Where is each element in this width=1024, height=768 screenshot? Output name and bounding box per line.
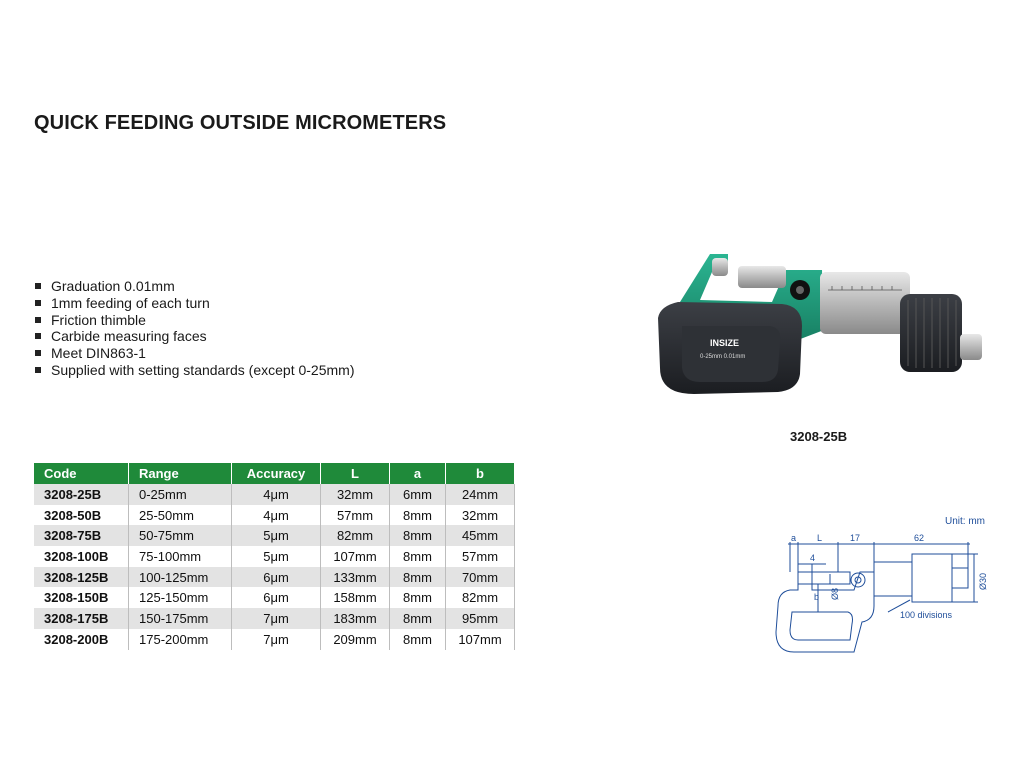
cell-l: 32mm [321, 484, 390, 505]
cell-a: 8mm [390, 505, 446, 526]
cell-accuracy: 4μm [232, 505, 321, 526]
cell-code: 3208-50B [34, 505, 129, 526]
dim-a: a [791, 533, 797, 543]
header-a: a [390, 463, 446, 484]
cell-b: 70mm [446, 567, 515, 588]
cell-accuracy: 6μm [232, 587, 321, 608]
feature-item: Graduation 0.01mm [34, 278, 354, 295]
cell-code: 3208-200B [34, 629, 129, 650]
cell-b: 107mm [446, 629, 515, 650]
cell-accuracy: 7μm [232, 629, 321, 650]
cell-b: 24mm [446, 484, 515, 505]
feature-list [34, 278, 354, 379]
dim-4: 4 [810, 553, 816, 563]
cell-range: 175-200mm [129, 629, 232, 650]
dim-8: Ø8 [830, 587, 840, 600]
cell-l: 82mm [321, 525, 390, 546]
table-row [34, 505, 515, 526]
feature-item: 1mm feeding of each turn [34, 295, 354, 312]
cell-a: 8mm [390, 608, 446, 629]
spec-table [34, 463, 515, 650]
cell-l: 158mm [321, 587, 390, 608]
dimension-diagram [770, 528, 1000, 658]
frame-text: 0-25mm 0.01mm [700, 354, 746, 360]
cell-accuracy: 4μm [232, 484, 321, 505]
header-l: L [321, 463, 390, 484]
cell-accuracy: 7μm [232, 608, 321, 629]
feature-item: Meet DIN863-1 [34, 345, 354, 362]
cell-code: 3208-100B [34, 546, 129, 567]
cell-accuracy: 5μm [232, 525, 321, 546]
unit-label: Unit: mm [945, 516, 985, 527]
cell-code: 3208-150B [34, 587, 129, 608]
feature-item: Carbide measuring faces [34, 328, 354, 345]
cell-b: 32mm [446, 505, 515, 526]
brand-logo: INSIZE [710, 338, 740, 348]
dim-17: 17 [850, 533, 861, 543]
table-row [34, 484, 515, 505]
page-title: QUICK FEEDING OUTSIDE MICROMETERS [34, 112, 447, 134]
table-row [34, 546, 515, 567]
cell-accuracy: 5μm [232, 546, 321, 567]
cell-range: 125-150mm [129, 587, 232, 608]
cell-l: 183mm [321, 608, 390, 629]
table-row [34, 587, 515, 608]
cell-a: 6mm [390, 484, 446, 505]
cell-code: 3208-75B [34, 525, 129, 546]
header-code: Code [34, 463, 129, 484]
cell-range: 75-100mm [129, 546, 232, 567]
cell-l: 209mm [321, 629, 390, 650]
photo-caption: 3208-25B [790, 429, 848, 444]
header-range: Range [129, 463, 232, 484]
dim-b: b [814, 592, 820, 602]
dim-l: L [817, 533, 823, 543]
table-row [34, 525, 515, 546]
cell-a: 8mm [390, 546, 446, 567]
cell-range: 150-175mm [129, 608, 232, 629]
cell-code: 3208-125B [34, 567, 129, 588]
cell-code: 3208-175B [34, 608, 129, 629]
cell-range: 50-75mm [129, 525, 232, 546]
cell-b: 45mm [446, 525, 515, 546]
cell-code: 3208-25B [34, 484, 129, 505]
header-accuracy: Accuracy [232, 463, 321, 484]
cell-l: 57mm [321, 505, 390, 526]
dim-30: Ø30 [978, 572, 988, 590]
table-row [34, 608, 515, 629]
table-header-row [34, 463, 515, 484]
cell-a: 8mm [390, 587, 446, 608]
cell-accuracy: 6μm [232, 567, 321, 588]
cell-b: 57mm [446, 546, 515, 567]
feature-item: Supplied with setting standards (except 0-25mm) [34, 362, 354, 379]
header-b: b [446, 463, 515, 484]
cell-l: 107mm [321, 546, 390, 567]
cell-b: 82mm [446, 587, 515, 608]
micrometer-photo [652, 250, 992, 400]
table-row [34, 629, 515, 650]
cell-a: 8mm [390, 525, 446, 546]
table-row [34, 567, 515, 588]
feature-item: Friction thimble [34, 312, 354, 329]
divisions-label: 100 divisions [900, 610, 953, 620]
cell-range: 25-50mm [129, 505, 232, 526]
dim-62: 62 [914, 533, 925, 543]
cell-a: 8mm [390, 567, 446, 588]
cell-a: 8mm [390, 629, 446, 650]
cell-b: 95mm [446, 608, 515, 629]
cell-range: 100-125mm [129, 567, 232, 588]
cell-l: 133mm [321, 567, 390, 588]
cell-range: 0-25mm [129, 484, 232, 505]
